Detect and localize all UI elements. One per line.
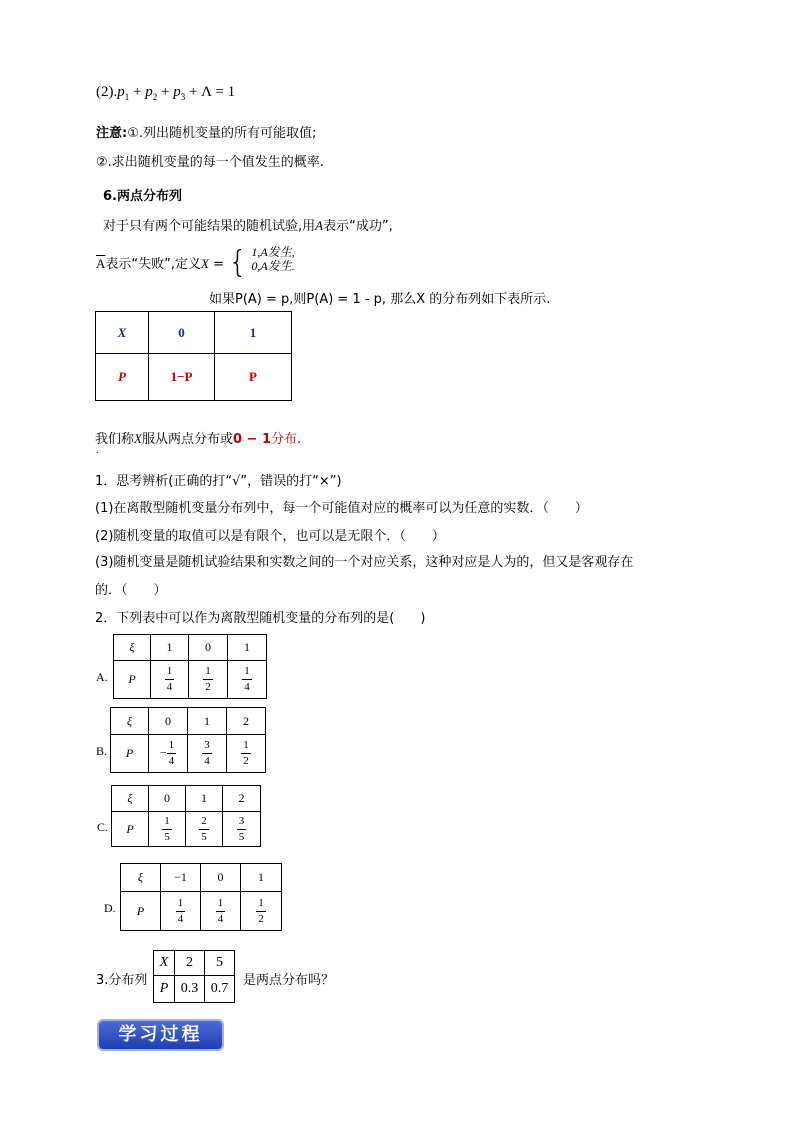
- table-cell: 1−P: [149, 354, 215, 401]
- question-1-item-2: (2)随机变量的取值可以是有限个，也可以是无限个．（ ）: [95, 529, 445, 544]
- option-a-table: [113, 634, 267, 699]
- case-success: 1,A发生,: [251, 244, 295, 259]
- table-cell: P: [111, 735, 149, 773]
- table-cell: P: [114, 661, 151, 699]
- conclusion-line: 我们称X服从两点分布或0 − 1分布.: [95, 431, 302, 447]
- table-row: [96, 354, 292, 401]
- table-row: [114, 661, 267, 699]
- table-cell: $\frac{1}{4}$: [201, 892, 241, 931]
- two-point-distribution-table: [95, 311, 292, 401]
- table-row: [121, 892, 282, 931]
- table-cell: $\frac{1}{4}$: [151, 661, 189, 699]
- table-cell: ξ: [111, 708, 149, 735]
- table-cell: $\frac{3}{4}$: [188, 735, 227, 773]
- table-cell: P: [112, 812, 149, 847]
- table-cell: −1: [161, 864, 201, 892]
- table-row: [154, 976, 235, 1003]
- table-cell: 0.3: [175, 976, 205, 1003]
- definition-line-3: 如果P(A) = p,则P(A) = 1 - p, 那么X 的分布列如下表所示.: [209, 292, 551, 307]
- question-2-stem: 2．下列表中可以作为离散型随机变量的分布列的是( ): [95, 611, 426, 626]
- table-row: [111, 735, 266, 773]
- table-cell: 2: [175, 951, 205, 976]
- table-row: [112, 786, 261, 812]
- table-cell: 0.7: [205, 976, 235, 1003]
- table-cell: 0: [201, 864, 241, 892]
- table-cell: 0: [149, 312, 215, 354]
- learning-process-banner: 学习过程: [99, 1021, 222, 1049]
- option-c-table: [111, 785, 261, 847]
- table-row: [154, 951, 235, 976]
- table-cell: − $\frac{1}{4}$: [149, 735, 188, 773]
- table-cell: P: [215, 354, 292, 401]
- table-cell: P: [121, 892, 161, 931]
- table-cell: $\frac{1}{4}$: [228, 661, 267, 699]
- question-3-table: [153, 950, 235, 1003]
- table-cell: $\frac{1}{4}$: [161, 892, 201, 931]
- table-cell: $\frac{1}{2}$: [189, 661, 228, 699]
- option-a-label: A.: [96, 670, 108, 684]
- table-cell: ξ: [121, 864, 161, 892]
- table-cell: $\frac{2}{5}$: [186, 812, 223, 847]
- question-1-item-3: (3)随机变量是随机试验结果和实数之间的一个对应关系，这种对应是人为的，但又是客观存在: [95, 555, 634, 570]
- stray-dot: .: [96, 446, 99, 455]
- question-1-stem: 1．思考辨析(正确的打“√”，错误的打“×”): [95, 474, 342, 489]
- table-cell: 2: [227, 708, 266, 735]
- question-3-prefix: 3.分布列: [96, 973, 148, 988]
- option-d-table: [120, 863, 282, 931]
- table-cell: X: [154, 951, 175, 976]
- table-cell: 1: [188, 708, 227, 735]
- table-cell: 0: [149, 786, 186, 812]
- table-cell: 2: [223, 786, 261, 812]
- table-row: [96, 312, 292, 354]
- option-b-label: B.: [96, 744, 108, 758]
- table-cell: P: [154, 976, 175, 1003]
- table-cell: 0: [149, 708, 188, 735]
- table-cell: 1: [228, 635, 267, 661]
- table-cell: $\frac{1}{5}$: [149, 812, 186, 847]
- table-row: [112, 812, 261, 847]
- table-cell: X: [96, 312, 149, 354]
- note-line-1: 注意:①.列出随机变量的所有可能取值;: [96, 126, 317, 141]
- table-cell: $\frac{1}{2}$: [241, 892, 282, 931]
- table-row: [121, 864, 282, 892]
- question-1-item-1: (1)在离散型随机变量分布列中，每一个可能值对应的概率可以为任意的实数．（ ）: [95, 501, 588, 516]
- probability-sum-formula: $(2).p_1 + p_2 + p_3 + \Lambda = 1$: [96, 84, 236, 102]
- table-cell: 1: [151, 635, 189, 661]
- question-3-suffix: 是两点分布吗？: [243, 973, 335, 988]
- option-b-table: [110, 707, 266, 773]
- table-cell: 1: [186, 786, 223, 812]
- table-row: [114, 635, 267, 661]
- table-cell: 0: [189, 635, 228, 661]
- note-line-2: ②.求出随机变量的每一个值发生的概率.: [96, 155, 324, 170]
- section-heading: 6.两点分布列: [103, 189, 182, 204]
- table-cell: 1: [215, 312, 292, 354]
- option-d-label: D.: [104, 901, 116, 915]
- table-cell: P: [96, 354, 149, 401]
- table-cell: ξ: [114, 635, 151, 661]
- definition-line-2: $\overline{A}$表示“失败”,定义X = { 1,A发生, 0,A发生.: [96, 244, 295, 280]
- option-c-label: C.: [97, 820, 109, 834]
- table-cell: ξ: [112, 786, 149, 812]
- case-failure: 0,A发生.: [251, 258, 295, 273]
- table-cell: $\frac{3}{5}$: [223, 812, 261, 847]
- table-row: [111, 708, 266, 735]
- table-cell: $\frac{1}{2}$: [227, 735, 266, 773]
- table-cell: 5: [205, 951, 235, 976]
- table-cell: 1: [241, 864, 282, 892]
- definition-line-1: 对于只有两个可能结果的随机试验,用A表示“成功”,: [103, 218, 393, 234]
- question-1-item-3-cont: 的．（ ）: [95, 583, 167, 598]
